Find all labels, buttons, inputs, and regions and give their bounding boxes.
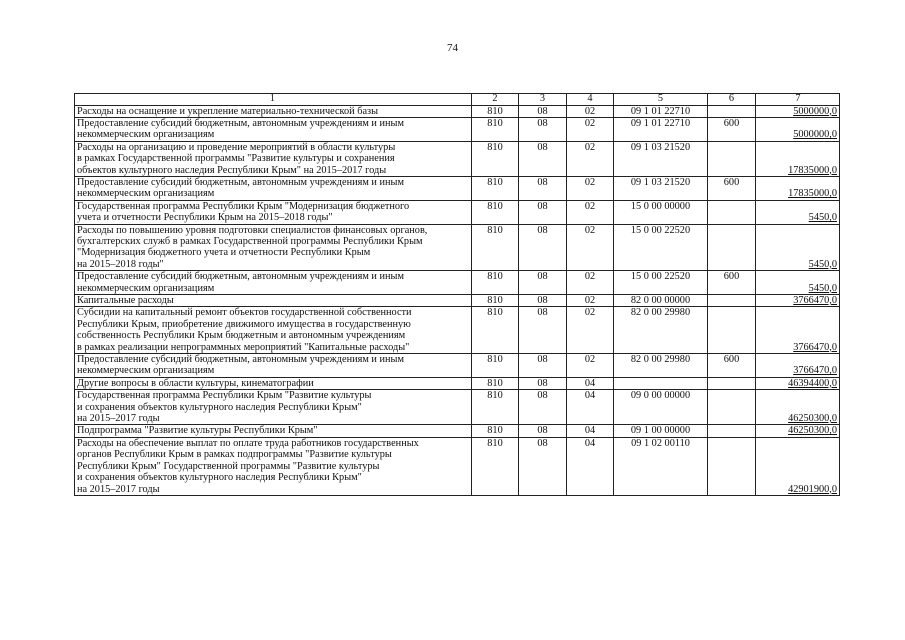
table-row <box>75 390 840 425</box>
row-amount-cell <box>756 141 840 176</box>
table-row <box>75 176 840 200</box>
row-col-2-cell: 810 <box>472 437 519 495</box>
header-col-6: 6 <box>708 94 756 106</box>
row-amount-cell <box>756 437 840 495</box>
row-col-3-cell: 08 <box>519 105 567 117</box>
row-col-5-cell: 09 1 03 21520 <box>614 141 708 176</box>
budget-table-body <box>75 94 840 496</box>
header-col-5: 5 <box>614 94 708 106</box>
amount-value: 3766470,0 <box>793 295 837 306</box>
amount-value: 5000000,0 <box>793 105 837 117</box>
row-col-3-cell: 08 <box>519 437 567 495</box>
row-amount-cell <box>756 390 840 425</box>
row-amount-cell <box>756 200 840 224</box>
row-name-cell: Капитальные расходы <box>75 295 472 307</box>
row-col-4-cell: 02 <box>567 200 614 224</box>
row-col-4-cell: 02 <box>567 295 614 307</box>
amount-value: 46250300,0 <box>788 413 837 425</box>
header-col-2: 2 <box>472 94 519 106</box>
row-col-5-cell: 09 1 03 21520 <box>614 176 708 200</box>
row-col-5-cell: 09 1 02 00110 <box>614 437 708 495</box>
row-amount-cell <box>756 176 840 200</box>
table-row <box>75 117 840 141</box>
amount-value: 5450,0 <box>808 258 837 270</box>
row-col-2-cell: 810 <box>472 271 519 295</box>
row-col-5-cell: 15 0 00 22520 <box>614 224 708 271</box>
row-col-2-cell: 810 <box>472 224 519 271</box>
row-name-cell: Государственная программа Республики Крым "Модернизация бюджетного учета и отчетности Республики Крым на 2015–2018 годы" <box>75 200 472 224</box>
row-name-cell: Расходы по повышению уровня подготовки специалистов финансовых органов, бухгалтерских служб в рамках Государственной программы Республики Крым "Модернизация бюджетного учета и отчетности Республики Крым на 2015–2018 годы" <box>75 224 472 271</box>
row-col-2-cell: 810 <box>472 295 519 307</box>
row-col-4-cell: 02 <box>567 354 614 378</box>
row-col-4-cell: 04 <box>567 390 614 425</box>
row-col-6-cell <box>708 200 756 224</box>
row-name-cell: Подпрограмма "Развитие культуры Республики Крым" <box>75 425 472 437</box>
row-col-3-cell: 08 <box>519 224 567 271</box>
table-row <box>75 271 840 295</box>
row-col-3-cell: 08 <box>519 176 567 200</box>
row-col-6-cell <box>708 425 756 437</box>
row-amount-cell <box>756 354 840 378</box>
row-amount-cell <box>756 224 840 271</box>
amount-value: 3766470,0 <box>793 341 837 353</box>
table-row <box>75 200 840 224</box>
table-header-row <box>75 94 840 106</box>
row-name-cell: Расходы на обеспечение выплат по оплате труда работников государственных органов Республики Крым в рамках подпрограммы "Развитие культуры Республики Крым" Государственной программы "Развитие культуры и сохранения объектов культурного наследия Республики Крым" на 2015–2017 годы <box>75 437 472 495</box>
row-col-3-cell: 08 <box>519 425 567 437</box>
row-col-6-cell <box>708 224 756 271</box>
row-col-4-cell: 02 <box>567 224 614 271</box>
row-col-6-cell: 600 <box>708 354 756 378</box>
page-number: 74 <box>447 42 458 54</box>
row-col-2-cell: 810 <box>472 425 519 437</box>
table-row <box>75 141 840 176</box>
row-col-4-cell: 04 <box>567 377 614 389</box>
table-row <box>75 307 840 354</box>
row-col-5-cell: 82 0 00 29980 <box>614 354 708 378</box>
row-col-6-cell <box>708 295 756 307</box>
row-amount-cell <box>756 425 840 437</box>
row-name-cell: Другие вопросы в области культуры, кинематографии <box>75 377 472 389</box>
row-col-5-cell: 15 0 00 22520 <box>614 271 708 295</box>
row-col-2-cell: 810 <box>472 354 519 378</box>
row-col-6-cell <box>708 390 756 425</box>
row-col-3-cell: 08 <box>519 295 567 307</box>
row-col-6-cell <box>708 307 756 354</box>
row-amount-cell <box>756 377 840 389</box>
table-row <box>75 105 840 117</box>
amount-value: 5450,0 <box>808 282 837 294</box>
row-col-5-cell: 09 1 01 22710 <box>614 117 708 141</box>
row-col-6-cell: 600 <box>708 117 756 141</box>
row-col-6-cell <box>708 105 756 117</box>
row-name-cell: Государственная программа Республики Крым "Развитие культуры и сохранения объектов культурного наследия Республики Крым" на 2015–2017 годы <box>75 390 472 425</box>
row-col-4-cell: 04 <box>567 437 614 495</box>
row-col-6-cell: 600 <box>708 271 756 295</box>
row-name-cell: Предоставление субсидий бюджетным, автономным учреждениям и иным некоммерческим организациям <box>75 354 472 378</box>
row-amount-cell <box>756 295 840 307</box>
row-col-6-cell <box>708 377 756 389</box>
row-col-5-cell: 15 0 00 00000 <box>614 200 708 224</box>
table-row <box>75 354 840 378</box>
row-col-3-cell: 08 <box>519 141 567 176</box>
row-col-2-cell: 810 <box>472 377 519 389</box>
amount-value: 5000000,0 <box>793 129 837 141</box>
row-col-3-cell: 08 <box>519 271 567 295</box>
row-col-4-cell: 02 <box>567 176 614 200</box>
row-col-4-cell: 02 <box>567 105 614 117</box>
row-col-2-cell: 810 <box>472 390 519 425</box>
row-col-4-cell: 02 <box>567 307 614 354</box>
row-col-3-cell: 08 <box>519 117 567 141</box>
row-name-cell: Предоставление субсидий бюджетным, автономным учреждениям и иным некоммерческим организациям <box>75 271 472 295</box>
budget-table <box>74 93 840 496</box>
row-col-2-cell: 810 <box>472 141 519 176</box>
amount-value: 5450,0 <box>808 212 837 224</box>
row-name-cell: Предоставление субсидий бюджетным, автономным учреждениям и иным некоммерческим организациям <box>75 117 472 141</box>
row-col-3-cell: 08 <box>519 307 567 354</box>
row-amount-cell <box>756 117 840 141</box>
row-col-6-cell: 600 <box>708 176 756 200</box>
row-col-2-cell: 810 <box>472 200 519 224</box>
row-amount-cell <box>756 105 840 117</box>
row-col-2-cell: 810 <box>472 307 519 354</box>
row-col-2-cell: 810 <box>472 105 519 117</box>
row-col-3-cell: 08 <box>519 377 567 389</box>
row-col-2-cell: 810 <box>472 176 519 200</box>
header-col-3: 3 <box>519 94 567 106</box>
row-col-4-cell: 02 <box>567 141 614 176</box>
row-col-3-cell: 08 <box>519 390 567 425</box>
row-col-4-cell: 04 <box>567 425 614 437</box>
row-name-cell: Предоставление субсидий бюджетным, автономным учреждениям и иным некоммерческим организациям <box>75 176 472 200</box>
row-name-cell: Расходы на оснащение и укрепление материально-технической базы <box>75 105 472 117</box>
row-name-cell: Субсидии на капитальный ремонт объектов государственной собственности Республики Крым, приобретение движимого имущества в государственную собственность Республики Крым бюджетным и автономным учреждениям в рамках реализации непрограммных мероприятий "Капитальные расходы" <box>75 307 472 354</box>
amount-value: 46394400,0 <box>788 377 837 389</box>
row-col-5-cell: 09 1 00 00000 <box>614 425 708 437</box>
row-col-4-cell: 02 <box>567 271 614 295</box>
row-col-4-cell: 02 <box>567 117 614 141</box>
amount-value: 17835000,0 <box>788 188 837 200</box>
row-col-2-cell: 810 <box>472 117 519 141</box>
amount-value: 42901900,0 <box>788 483 837 495</box>
row-amount-cell <box>756 271 840 295</box>
table-row <box>75 295 840 307</box>
row-col-3-cell: 08 <box>519 354 567 378</box>
row-col-6-cell <box>708 437 756 495</box>
row-col-3-cell: 08 <box>519 200 567 224</box>
row-col-5-cell: 82 0 00 29980 <box>614 307 708 354</box>
header-col-7: 7 <box>756 94 840 106</box>
row-col-5-cell <box>614 377 708 389</box>
row-col-5-cell: 09 1 01 22710 <box>614 105 708 117</box>
row-amount-cell <box>756 307 840 354</box>
header-col-1: 1 <box>75 94 472 106</box>
table-row <box>75 377 840 389</box>
table-row <box>75 437 840 495</box>
row-col-5-cell: 82 0 00 00000 <box>614 295 708 307</box>
row-name-cell: Расходы на организацию и проведение мероприятий в области культуры в рамках Государственной программы "Развитие культуры и сохранения объектов культурного наследия Республики Крым" на 2015–2017 годы <box>75 141 472 176</box>
table-row <box>75 224 840 271</box>
amount-value: 17835000,0 <box>788 164 837 176</box>
row-col-6-cell <box>708 141 756 176</box>
amount-value: 3766470,0 <box>793 365 837 377</box>
table-row <box>75 425 840 437</box>
header-col-4: 4 <box>567 94 614 106</box>
row-col-5-cell: 09 0 00 00000 <box>614 390 708 425</box>
amount-value: 46250300,0 <box>788 425 837 437</box>
